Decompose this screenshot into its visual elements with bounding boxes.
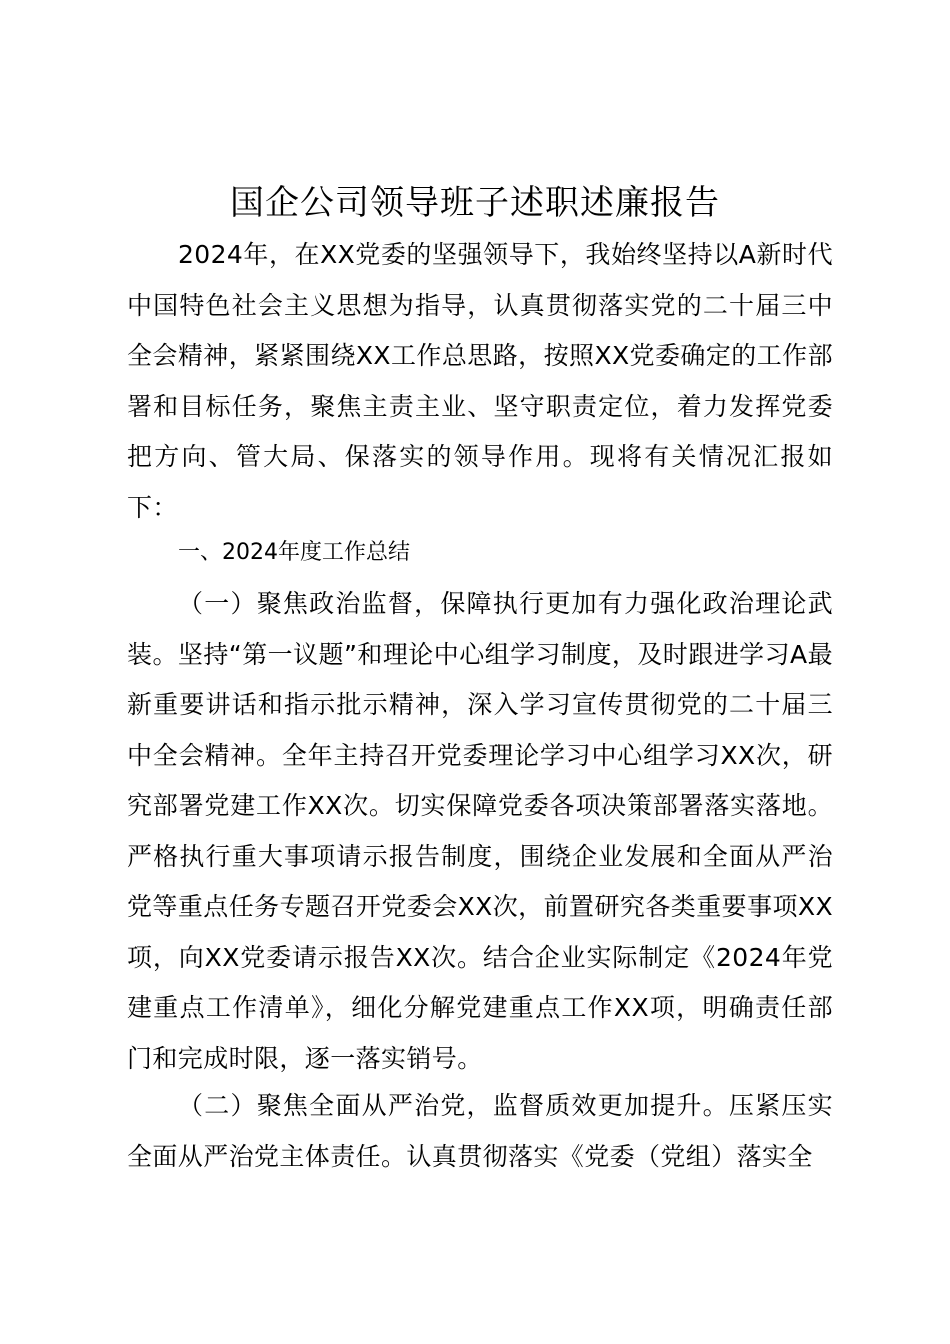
section-heading: 一、2024年度工作总结 — [178, 540, 410, 565]
intro-paragraph: 2024年，在XX党委的坚强领导下，我始终坚持以A新时代中国特色社会主义思想为指导，认真贯彻落实党的二十届三中全会精神，紧紧围绕XX工作总思路，按照XX党委确定的工作部署和目标任务，聚焦主责主业、坚守职责定位，着力发挥党委把方向、管大局、保落实的领导作用。现将有关情况汇报如下： — [127, 240, 833, 522]
section-item-2-paragraph: （二）聚焦全面从严治党，监督质效更加提升。压紧压实全面从严治党主体责任。认真贯彻落实《党委（党组）落实全 — [127, 1091, 833, 1171]
section-item-1-paragraph: （一）聚焦政治监督，保障执行更加有力强化政治理论武装。坚持“第一议题”和理论中心组学习制度，及时跟进学习A最新重要讲话和指示批示精神，深入学习宣传贯彻党的二十届三中全会精神。全年主持召开党委理论学习中心组学习XX次，研究部署党建工作XX次。切实保障党委各项决策部署落实落地。严格执行重大事项请示报告制度，围绕企业发展和全面从严治党等重点任务专题召开党委会XX次，前置研究各类重要事项XX项，向XX党委请示报告XX次。结合企业实际制定《2024年党建重点工作清单》，细化分解党建重点工作XX项，明确责任部门和完成时限，逐一落实销号。 — [127, 589, 833, 1073]
document-title: 国企公司领导班子述职述廉报告 — [230, 183, 720, 223]
